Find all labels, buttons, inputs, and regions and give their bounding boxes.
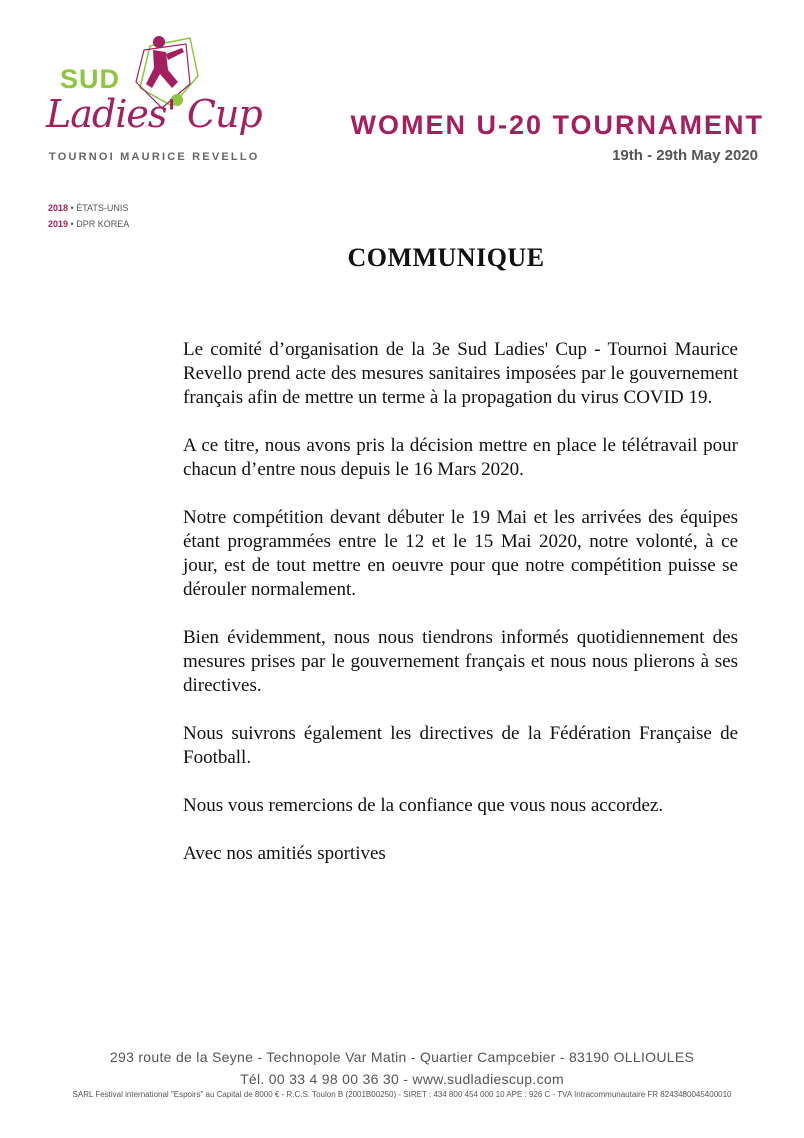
communique-body [183,338,738,890]
edition-label: • ÉTATS-UNIS [70,203,129,213]
past-edition-item [48,216,129,232]
closing-line: Avec nos amitiés sportives [183,843,386,864]
logo-sud-text: SUD [60,64,121,94]
logo-subtitle: TOURNOI MAURICE REVELLO [49,151,260,163]
footer-address: 293 route de la Seyne - Technopole Var Matin - Quartier Campcebier - 83190 OLLIOULES [109,1049,695,1065]
past-editions-list [48,200,129,232]
tournament-dates: 19th - 29th May 2020 [612,147,758,164]
logo [40,28,270,168]
body-paragraph: Notre compétition devant débuter le 19 Mai et les arrivées des équipes étant programmées entre le 12 et le 15 Mai 2020, notre volonté, à ce jour, est de tout mettre en oeuvre pour que notre compétition puisse se dérouler normalement. [183,507,738,600]
document-title: COMMUNIQUE [347,243,545,272]
body-paragraph: Nous suivrons également les directives de la Fédération Française de Football. [183,723,738,768]
tournament-title: WOMEN U-20 TOURNAMENT [350,110,764,140]
footer-contact: Tél. 00 33 4 98 00 36 30 - www.sudladiescup.com [240,1071,564,1087]
body-paragraph: Bien évidemment, nous nous tiendrons informés quotidiennement des mesures prises par le gouvernement français et nous nous plierons à ses directives. [183,627,738,696]
past-edition-item [48,200,129,216]
edition-year: 2019 [48,219,69,229]
footer-legal: SARL Festival international "Espoirs" au Capital de 8000 € - R.C.S. Toulon B (2001B00250) - SIRET : 434 800 454 000 10 APE : 926 C - TVA Intracommunautaire FR 8243480045400010 [72,1090,732,1099]
edition-label: • DPR KOREA [70,219,130,229]
body-paragraph: Nous vous remercions de la confiance que vous nous accordez. [183,795,664,816]
body-paragraph: A ce titre, nous avons pris la décision mettre en place le télétravail pour chacun d’entre nous depuis le 16 Mars 2020. [183,435,738,480]
edition-year: 2018 [48,203,69,213]
logo-ladies-cup-text: Ladies' Cup [46,92,262,136]
body-paragraph: Le comité d’organisation de la 3e Sud Ladies' Cup - Tournoi Maurice Revello prend acte des mesures sanitaires imposées par le gouvernement français afin de mettre un terme à la propagation du virus COVID 19. [183,339,738,408]
